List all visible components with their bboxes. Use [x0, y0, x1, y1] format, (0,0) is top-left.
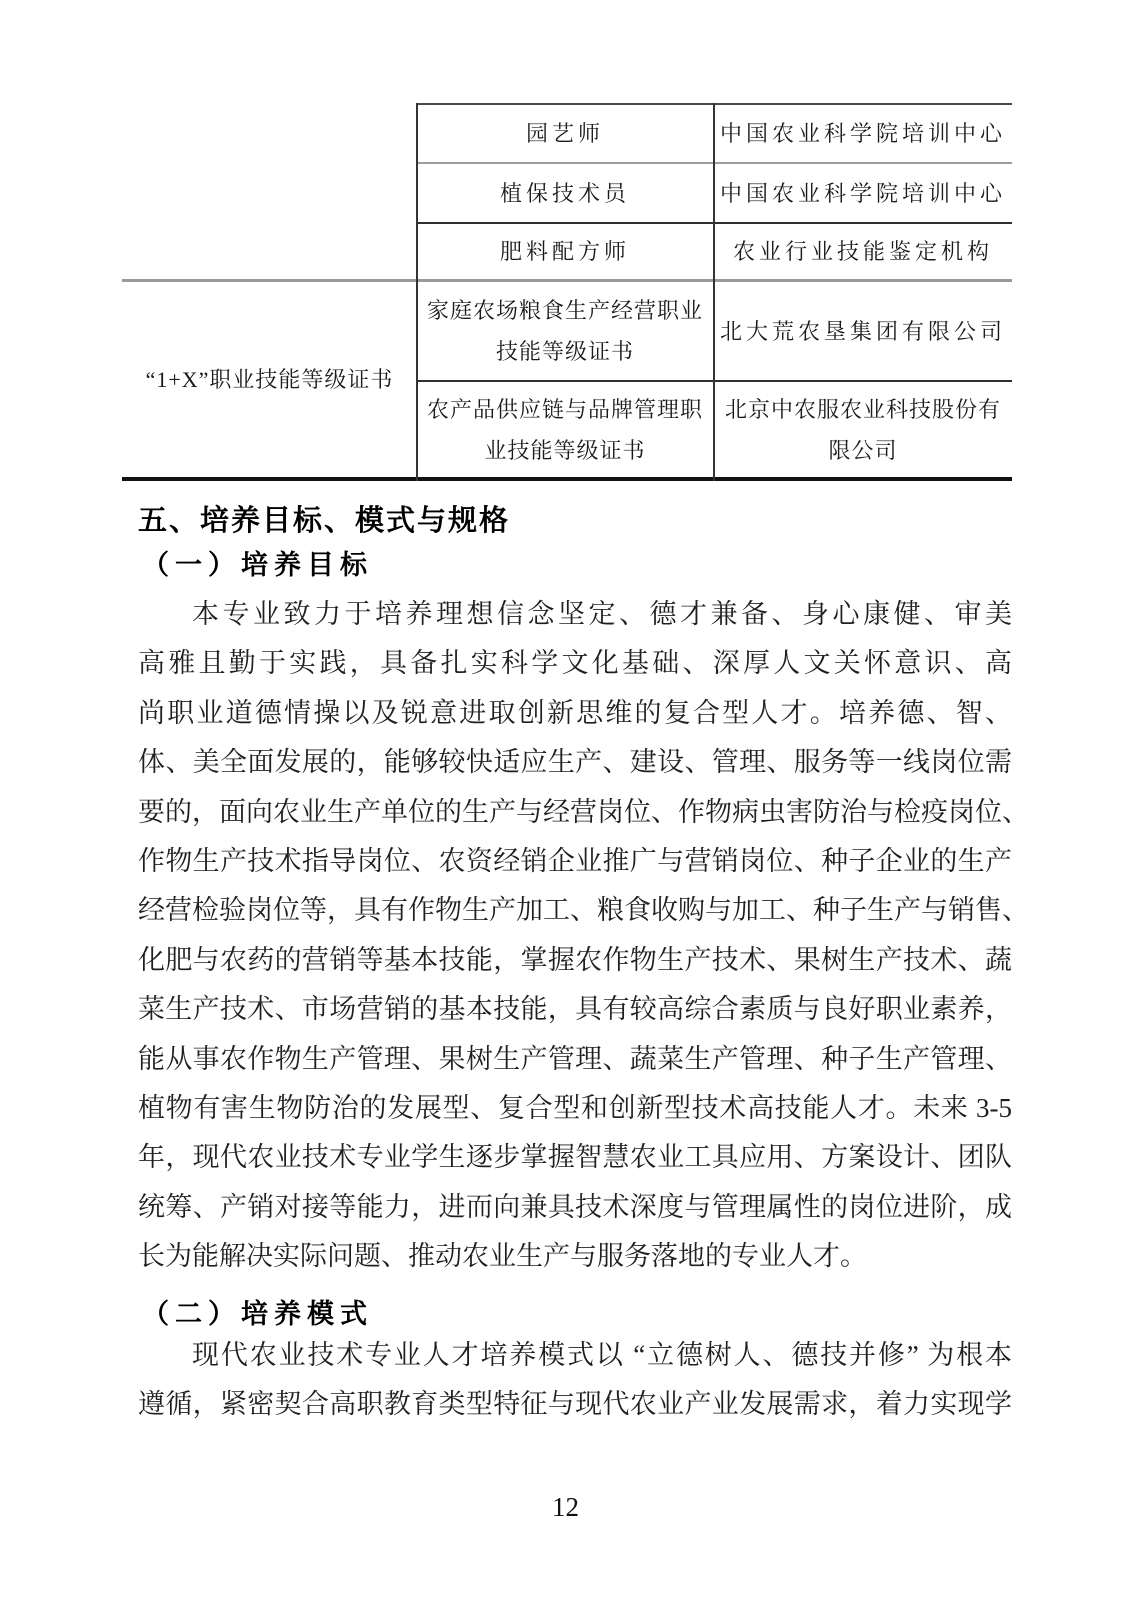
table-cell-cert-name: 家庭农场粮食生产经营职业技能等级证书	[426, 298, 703, 364]
text-line: 高雅且勤于实践，具备扎实科学文化基础、深厚人文关怀意识、高	[138, 648, 1012, 679]
table-cell-cert-org: 北大荒农垦集团有限公司	[719, 318, 1006, 344]
table-cell-cert-org: 中国农业科学院培训中心	[719, 180, 1006, 206]
text-line: 本专业致力于培养理想信念坚定、德才兼备、身心康健、审美	[192, 599, 1012, 629]
subsection-heading-2: （二）培养模式	[142, 1299, 373, 1329]
text-line: 要的，面向农业生产单位的生产与经营岗位、作物病虫害防治与检疫岗位、	[138, 796, 1029, 827]
table-cell-cert-name: 肥料配方师	[499, 239, 630, 264]
section-heading: 五、培养目标、模式与规格	[138, 505, 511, 537]
subsection-heading-1: （一）培养目标	[142, 550, 373, 580]
text-line: 体、美全面发展的，能够较快适应生产、建设、管理、服务等一线岗位需	[138, 747, 1012, 778]
table-cell-cert-name: 农产品供应链与品牌管理职业技能等级证书	[426, 396, 703, 463]
table-border-col1	[416, 103, 418, 481]
text-line: 尚职业道德情操以及锐意进取创新思维的复合型人才。培养德、智、	[138, 697, 1012, 728]
table-cell-cert-org: 农业行业技能鉴定机构	[732, 239, 993, 264]
page-number: 12	[552, 1492, 579, 1522]
table-cell-cert-org: 北京中农服农业科技股份有限公司	[724, 396, 1001, 463]
paragraph-training-mode	[138, 1331, 1012, 1430]
table-cell-group-label: “1+X”职业技能等级证书	[145, 367, 394, 392]
text-line: 化肥与农药的营销等基本技能，掌握农作物生产技术、果树生产技术、蔬	[138, 944, 1012, 975]
text-line: 长为能解决实际问题、推动农业生产与服务落地的专业人才。	[138, 1241, 867, 1272]
text-line: 经营检验岗位等，具有作物生产加工、粮食收购与加工、种子生产与销售、	[138, 895, 1029, 926]
table-border-col2	[713, 103, 715, 481]
text-line: 作物生产技术指导岗位、农资经销企业推广与营销岗位、种子企业的生产	[138, 845, 1012, 876]
text-line: 现代农业技术专业人才培养模式以 “立德树人、德技并修” 为根本	[192, 1340, 1012, 1370]
paragraph-training-objectives	[138, 590, 1029, 1281]
text-line: 统筹、产销对接等能力，进而向兼具技术深度与管理属性的岗位进阶，成	[138, 1191, 1012, 1222]
text-line: 植物有害生物防治的发展型、复合型和创新型技术高技能人才。未来 3-5	[138, 1092, 1012, 1123]
text-line: 遵循，紧密契合高职教育类型特征与现代农业产业发展需求，着力实现学	[138, 1389, 1012, 1420]
text-line: 能从事农作物生产管理、果树生产管理、蔬菜生产管理、种子生产管理、	[138, 1043, 1012, 1074]
text-line: 菜生产技术、市场营销的基本技能，具有较高综合素质与良好职业素养，	[138, 994, 1012, 1025]
table-cell-cert-name: 植保技术员	[499, 180, 630, 206]
table-border-bottom-thick	[122, 477, 1012, 481]
text-line: 年，现代农业技术专业学生逐步掌握智慧农业工具应用、方案设计、团队	[138, 1142, 1012, 1173]
table-cell-cert-name: 园艺师	[525, 121, 604, 146]
table-cell-cert-org: 中国农业科学院培训中心	[719, 121, 1006, 146]
